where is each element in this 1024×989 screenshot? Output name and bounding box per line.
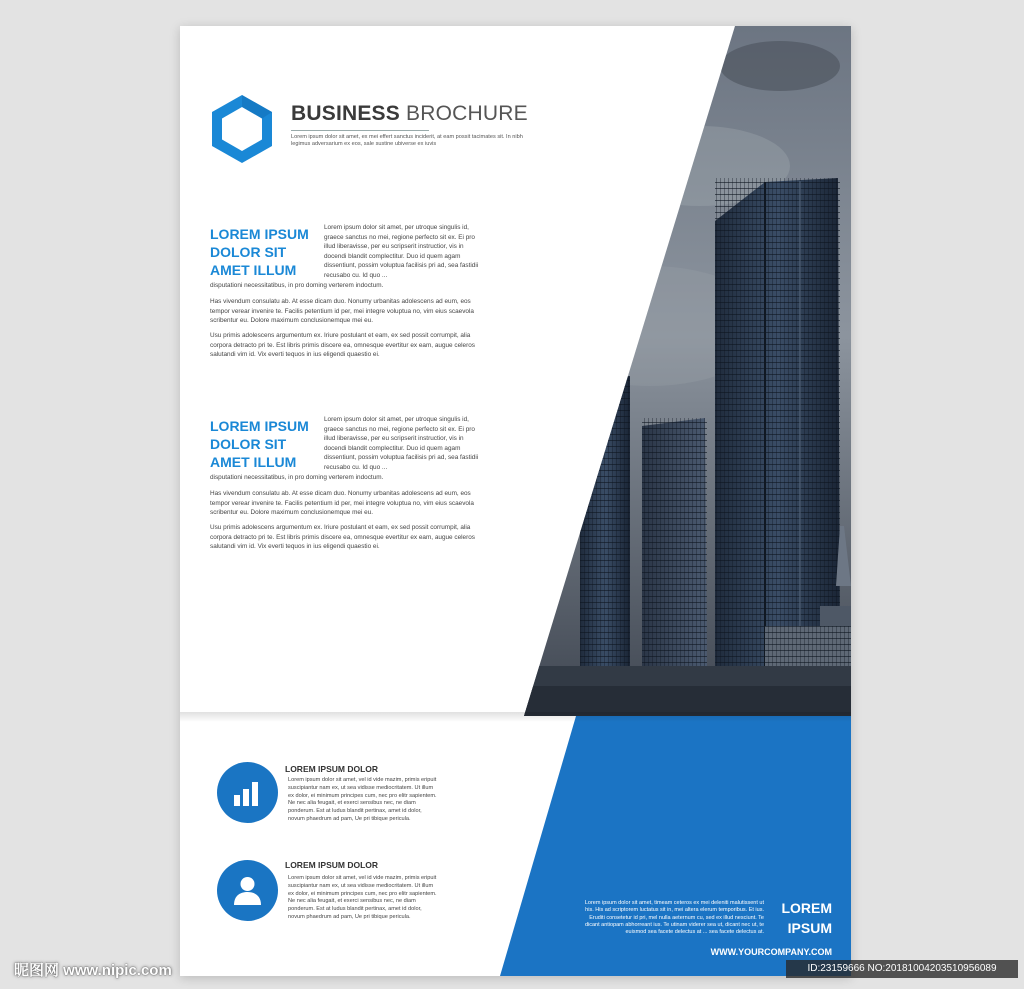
section-heading-line: DOLOR SIT [210,244,287,260]
section-heading [210,417,322,471]
brand-divider [291,130,429,131]
bar-chart-icon [231,776,264,809]
section-paragraph: Usu primis adolescens argumentum ex. Iriure postulant et eam, ex sed possit corrumpit, alia corpora detracto pri te. Est libris primis discere ea, omnesque evertitur ex eam, augue celeros salutandi vim id. Vix everti tequos in ius eligendi quaestio ei. [210,524,475,551]
section-heading [210,225,322,279]
feature-item-2 [217,860,477,930]
brand-title-bold: BUSINESS [291,102,400,125]
feature-title: LOREM IPSUM DOLOR [285,764,379,774]
watermark-left: 昵图网 www.nipic.com [14,962,172,979]
blue-panel [180,716,851,976]
panel-headline [770,898,832,938]
brand-subtitle: Lorem ipsum dolor sit amet, ex mei effert sanctus inciderit, at eam possit tacimates sit. In nibh legimus adversarium ex eos, sale sustine ubiverse ex iuvis [291,134,523,147]
watermark-right: ID:23159666 NO:20181004203510956089 [786,960,1018,978]
section-side-text: Lorem ipsum dolor sit amet, per utroque singulis id, graece sanctus no mei, regione perfecto sit ex. Ei pro illud liberavisse, per eu scripserit instructior, vis in docendi blandit complectitur. Duo id quem agam dissentiunt, possim voluptua facilisis pri ad, sea fastidii recusabo cu. Id quo ... [324,224,479,279]
user-icon [231,874,264,907]
section-paragraph: disputationi necessitatibus, in pro doming verterem indoctum. [210,474,384,481]
section-side-text: Lorem ipsum dolor sit amet, per utroque singulis id, graece sanctus no mei, regione perfecto sit ex. Ei pro illud liberavisse, per eu scripserit instructior, vis in docendi blandit complectitur. Duo id quem agam dissentiunt, possim voluptua facilisis pri ad, sea fastidii recusabo cu. Id quo ... [324,416,479,471]
content-section-1 [210,225,490,375]
feature-item-1 [217,762,477,832]
section-paragraph: Has vivendum consulatu ab. At esse dicam duo. Nonumy urbanitas adolescens ad eum, eos tempor verear invenire te. Facilis petentium id per, mei integre voluptua no, vim eius scaevola scribentur eu. Dolore maximum conclusionemque mei eu. [210,490,474,517]
section-heading-line: AMET ILLUM [210,454,297,470]
section-heading-line: LOREM IPSUM [210,226,309,242]
section-heading-line: AMET ILLUM [210,262,297,278]
website-link[interactable]: WWW.YOURCOMPANY.COM [710,947,832,957]
panel-headline-line: IPSUM [787,920,832,936]
panel-text: Lorem ipsum dolor sit amet, timeam ceteros ex mei deleniti malutissent ut his. His ad scriptorem luctatus sit in, mei altera elerum temporibus. Et ius. Eruditi consetetur id pri, mel nulla aeternum cu, sed ex illud nesciunt. Te dicant antiopam abhorreant ius. Te utinam viderer sea ut, dicant nec ut, te euismod sea facete delectus at ... sea facete delectus at. [584,900,764,936]
fold-shadow [180,712,851,722]
section-heading-line: DOLOR SIT [210,436,287,452]
panel-headline-line: LOREM [781,900,832,916]
brochure-page [180,26,851,976]
section-paragraph: Has vivendum consulatu ab. At esse dicam duo. Nonumy urbanitas adolescens ad eum, eos tempor verear invenire te. Facilis petentium id per, mei integre voluptua no, vim eius scaevola scribentur eu. Dolore maximum conclusionemque mei eu. [210,298,474,325]
hexagon-icon [210,93,274,165]
feature-icon-circle [217,860,278,921]
feature-body: Lorem ipsum dolor sit amet, vel id vide mazim, primis eripuit suscipiantur nam ex, ut sea vidisse mediocritatem. Ut illum ex dolor, ei minimum principes cum, nec pro elitr sapientem. Ne nec alia feugait, et exerci sensibus nec, ne diam ponderum. Est at ludus blandit pertinax, amet id dolor, novum phaedrum ad pam, Ue pri tibique pericula. [288,777,437,822]
brand-title [291,102,528,126]
feature-title: LOREM IPSUM DOLOR [285,860,379,870]
brand-title-light: BROCHURE [406,102,528,125]
feature-icon-circle [217,762,278,823]
feature-body: Lorem ipsum dolor sit amet, vel id vide mazim, primis eripuit suscipiantur nam ex, ut sea vidisse mediocritatem. Ut illum ex dolor, ei minimum principes cum, nec pro elitr sapientem. Ne nec alia feugait, et exerci sensibus nec, ne diam ponderum. Est at ludus blandit pertinax, amet id dolor, novum phaedrum ad pam, Ue pri tibique pericula. [288,875,437,920]
section-paragraph: disputationi necessitatibus, in pro doming verterem indoctum. [210,282,384,289]
section-heading-line: LOREM IPSUM [210,418,309,434]
section-paragraph: Usu primis adolescens argumentum ex. Iriure postulant et eam, ex sed possit corrumpit, alia corpora detracto pri te. Est libris primis discere ea, omnesque evertitur ex eam, augue celeros salutandi vim id. Vix everti tequos in ius eligendi quaestio ei. [210,332,475,359]
content-section-2 [210,417,490,567]
